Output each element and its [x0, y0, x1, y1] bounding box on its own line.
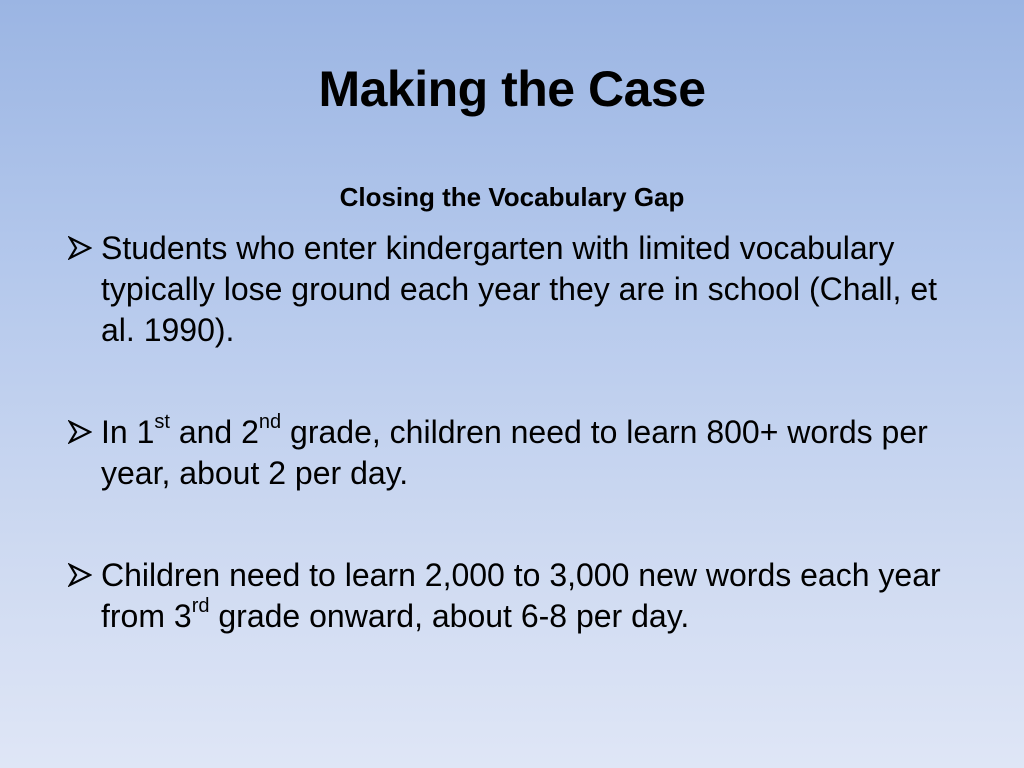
- arrow-bullet-icon: [68, 563, 92, 587]
- bullet-item: [68, 555, 968, 637]
- bullet-text-part: Children need to learn 2,000 to 3,000 new words each year from 3: [101, 557, 941, 634]
- slide-title: Making the Case: [318, 61, 706, 117]
- arrow-bullet-icon: [68, 420, 92, 444]
- bullet-item: [68, 228, 968, 351]
- ordinal-suffix: st: [154, 411, 170, 434]
- bullet-text-part: grade onward, about 6-8 per day.: [209, 598, 690, 634]
- slide-subtitle: Closing the Vocabulary Gap: [339, 182, 685, 212]
- bullet-text: Students who enter kindergarten with limited vocabulary typically lose ground each year they are in school (Chall, et al. 1990).: [101, 230, 937, 348]
- bullet-text-part: In 1: [101, 414, 155, 450]
- ordinal-suffix: nd: [258, 411, 282, 434]
- bullet-list: [68, 228, 968, 637]
- bullet-item: [68, 412, 968, 494]
- bullet-text-part: and 2: [169, 414, 259, 450]
- ordinal-suffix: rd: [191, 595, 210, 618]
- arrow-bullet-icon: [68, 236, 92, 260]
- bullet-text-part: grade, children need to learn 800+ words per year, about 2 per day.: [101, 414, 928, 491]
